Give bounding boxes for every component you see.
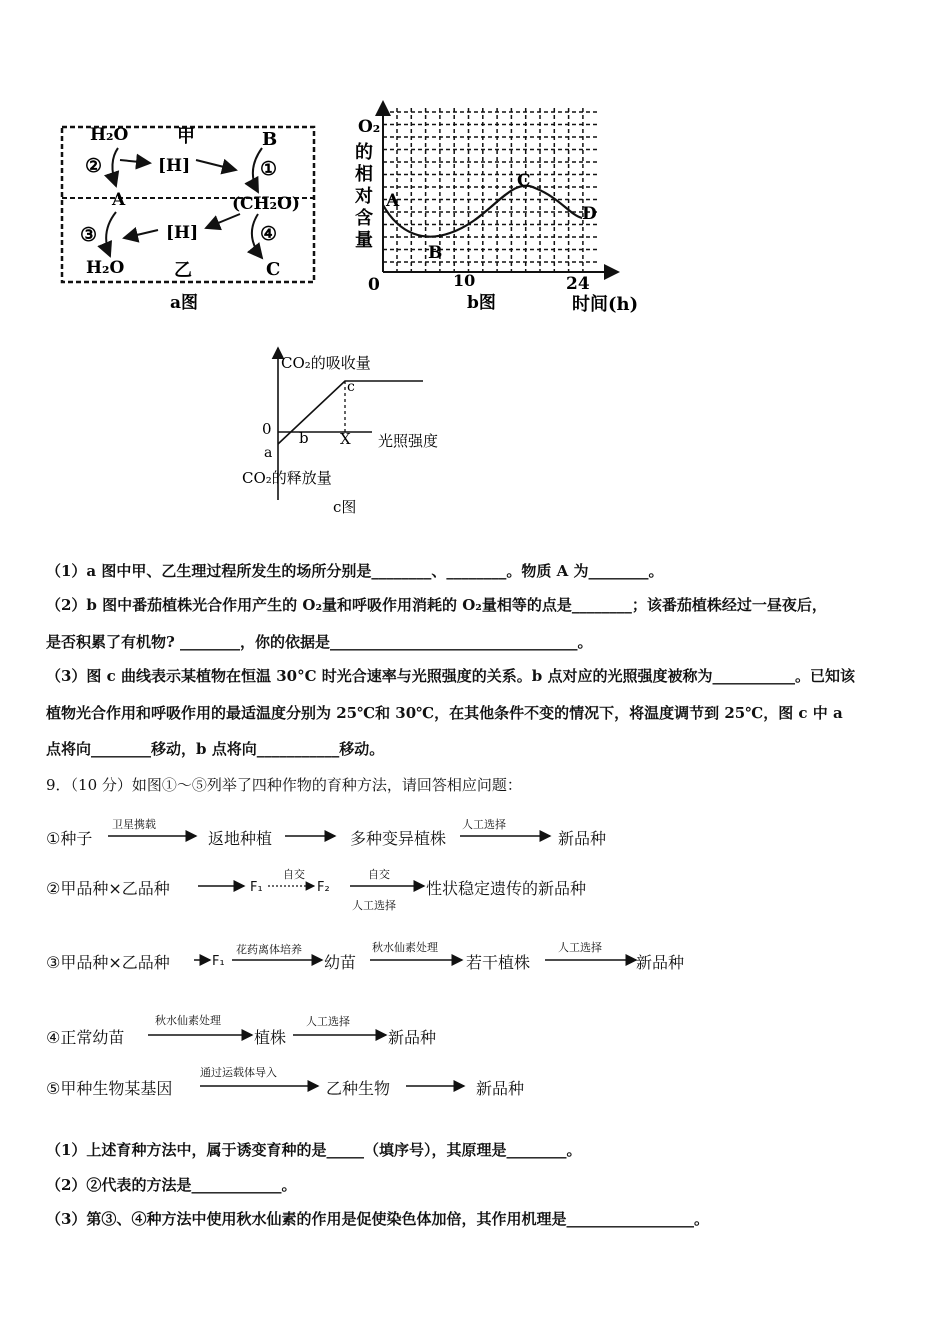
arrow-to-h bbox=[120, 160, 150, 163]
r2-end: 性状稳定遗传的新品种 bbox=[426, 879, 587, 898]
r2-label-2: 自交 bbox=[283, 868, 305, 881]
fig-a-c4: ④ bbox=[260, 223, 278, 245]
r3-label-3: 人工选择 bbox=[558, 941, 602, 954]
fig-a-yi: 乙 bbox=[174, 260, 192, 281]
fig-b-point-a: A bbox=[386, 191, 400, 211]
fig-a-ch2o: (CH₂O) bbox=[232, 194, 300, 214]
fig-c-a: a bbox=[264, 445, 273, 461]
fig-a-h2o-bottom: H₂O bbox=[86, 258, 125, 278]
r2-label-3: 自交 bbox=[368, 868, 390, 881]
r2-f2: F₂ bbox=[317, 880, 330, 895]
fig-a-a: A bbox=[112, 190, 126, 210]
r3-end: 新品种 bbox=[636, 953, 685, 972]
figure-c bbox=[242, 348, 438, 516]
fig-a-h-top: [H] bbox=[158, 156, 191, 176]
r5-step-1: 乙种生物 bbox=[326, 1079, 391, 1098]
fig-b-ylabel-0: O₂ bbox=[358, 117, 381, 137]
r2-f1: F₁ bbox=[250, 880, 263, 895]
arrow-h-to-water bbox=[124, 230, 158, 238]
r2-label-3b: 人工选择 bbox=[352, 899, 396, 912]
fig-b-ylabel-4: 含 bbox=[355, 208, 373, 229]
r3-label-1: 花药离体培养 bbox=[236, 943, 302, 956]
r5-end: 新品种 bbox=[476, 1079, 525, 1098]
r1-step-2: 多种变异植株 bbox=[350, 829, 447, 848]
r5-start: ⑤甲种生物某基因 bbox=[46, 1079, 173, 1098]
r1-step-1: 返地种植 bbox=[208, 829, 273, 848]
arrow-c2 bbox=[112, 148, 118, 186]
fig-b-grid bbox=[383, 108, 600, 272]
r4-step-1: 植株 bbox=[254, 1028, 287, 1047]
arrow-ch2o-to-h bbox=[206, 214, 240, 228]
fig-b-point-b: B bbox=[428, 243, 443, 263]
fig-b-xlabel: 时间(h) bbox=[572, 294, 639, 315]
fig-b-tick-10: 10 bbox=[453, 271, 476, 290]
q8-line-5: 植物光合作用和呼吸作用的最适温度分别为 25℃和 30℃，在其他条件不变的情况下，将温度调节到 25℃，图 c 中 a bbox=[46, 704, 843, 722]
q8-line-4: （3）图 c 曲线表示某植物在恒温 30°C 时光合速率与光照强度的关系。b 点对应的光照强度被称为___________。已知该 bbox=[46, 667, 855, 685]
r4-start: ④正常幼苗 bbox=[46, 1028, 125, 1047]
q9-line-1: （1）上述育种方法中，属于诱变育种的是_____（填序号），其原理是________。 bbox=[46, 1141, 582, 1159]
r1-end: 新品种 bbox=[558, 829, 607, 848]
q9-line-3: （3）第③、④种方法中使用秋水仙素的作用是促使染色体加倍，其作用机理是_________________。 bbox=[46, 1210, 709, 1228]
fig-a-h2o-top: H₂O bbox=[90, 125, 129, 145]
fig-c-zero: 0 bbox=[262, 420, 272, 438]
r4-label-1: 秋水仙素处理 bbox=[155, 1014, 221, 1027]
r3-label-2: 秋水仙素处理 bbox=[372, 941, 438, 954]
figure-b bbox=[355, 102, 638, 315]
fig-a-c1: ① bbox=[260, 158, 278, 180]
q9-header: 9．（10 分）如图①～⑤列举了四种作物的育种方法，请回答相应问题： bbox=[46, 776, 522, 794]
fig-b-ylabel-1: 的 bbox=[355, 142, 373, 163]
fig-a-c2: ② bbox=[85, 155, 103, 177]
fig-b-ylabel-3: 对 bbox=[355, 186, 373, 207]
fig-a-b: B bbox=[262, 129, 278, 150]
fig-b-point-d: D bbox=[582, 204, 597, 224]
r5-label-1: 通过运载体导入 bbox=[200, 1066, 277, 1079]
r3-step-2: 若干植株 bbox=[466, 953, 531, 972]
fig-c-ylabel-top: CO₂的吸收量 bbox=[281, 354, 371, 372]
fig-c-c: c bbox=[347, 379, 355, 395]
r4-end: 新品种 bbox=[388, 1028, 437, 1047]
fig-c-xlabel: 光照强度 bbox=[378, 432, 439, 450]
fig-c-x: X bbox=[340, 430, 351, 448]
figure-a bbox=[0, 0, 950, 540]
r3-step-1: 幼苗 bbox=[324, 953, 357, 972]
q8-line-3: 是否积累了有机物? ________，你的依据是_________________________________。 bbox=[46, 633, 593, 651]
fig-c-ylabel-bottom: CO₂的释放量 bbox=[242, 469, 332, 487]
r1-label-1: 卫星携载 bbox=[112, 818, 156, 831]
r3-f1: F₁ bbox=[212, 954, 225, 969]
q9-line-2: （2）②代表的方法是____________。 bbox=[46, 1176, 297, 1194]
fig-b-ylabel-5: 量 bbox=[355, 230, 373, 251]
fig-c-caption: c图 bbox=[333, 498, 357, 516]
fig-b-ylabel-2: 相 bbox=[355, 164, 373, 185]
r3-start: ③甲品种×乙品种 bbox=[46, 953, 170, 972]
fig-a-h-bottom: [H] bbox=[166, 223, 199, 243]
r4-label-2: 人工选择 bbox=[306, 1015, 350, 1028]
fig-c-b: b bbox=[299, 429, 309, 447]
r1-start: ①种子 bbox=[46, 829, 93, 848]
fig-a-jia: 甲 bbox=[177, 126, 195, 147]
q8-line-6: 点将向________移动，b 点将向___________移动。 bbox=[46, 740, 385, 758]
fig-b-point-c: C bbox=[517, 171, 531, 191]
r2-start: ②甲品种×乙品种 bbox=[46, 879, 170, 898]
fig-a-caption: a图 bbox=[170, 293, 199, 313]
fig-b-caption: b图 bbox=[467, 293, 496, 313]
fig-b-tick-0: 0 bbox=[368, 275, 380, 295]
r1-label-3: 人工选择 bbox=[462, 818, 506, 831]
fig-b-tick-24: 24 bbox=[566, 274, 590, 294]
fig-a-c: C bbox=[266, 259, 281, 280]
fig-a-c3: ③ bbox=[80, 224, 98, 246]
q8-line-1: （1）a 图中甲、乙生理过程所发生的场所分别是________、________。物质 A 为________。 bbox=[46, 562, 664, 580]
q8-line-2: （2）b 图中番茄植株光合作用产生的 O₂量和呼吸作用消耗的 O₂量相等的点是________；该番茄植株经过一昼夜后， bbox=[46, 596, 827, 614]
arrow-h-to-ch2o bbox=[196, 160, 236, 170]
arrow-c3 bbox=[106, 212, 116, 256]
